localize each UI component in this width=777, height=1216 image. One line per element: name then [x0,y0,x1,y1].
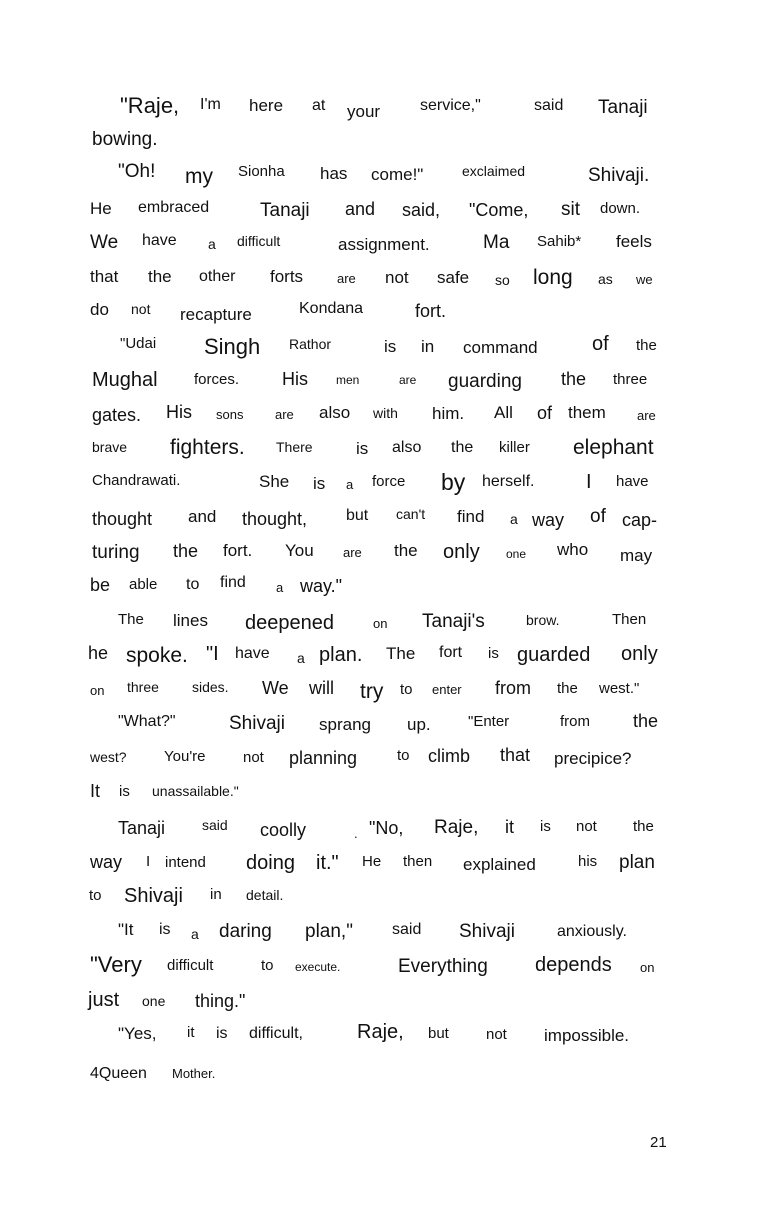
word: Mughal [92,369,158,391]
word: Tanaji [118,818,166,838]
word: assignment. [338,235,430,254]
text-line [0,573,777,609]
word: Raje, [357,1021,404,1043]
word: of [537,403,553,423]
word: difficult [237,233,281,249]
word: on [373,616,388,631]
word: him. [432,404,465,423]
word: to [89,887,102,904]
word: Tanaji's [422,611,485,632]
word: find [457,507,485,526]
text-line [0,469,777,505]
word: All [494,403,513,422]
word: fort. [223,541,253,560]
word: not [576,818,597,835]
word: turing [92,542,140,563]
word: a [510,511,518,527]
word: depends [535,954,612,976]
text-line [0,953,777,989]
word: on [640,960,655,975]
word: elephant [573,436,654,459]
text-line [0,1021,777,1057]
word: Everything [398,956,488,977]
text-line [0,642,777,678]
text-line [0,435,777,471]
word: the [173,541,199,561]
word: are [637,408,656,423]
word: the [633,818,654,835]
text-line [0,849,777,885]
word: my [185,165,213,188]
word: There [276,439,313,455]
word: one [506,547,527,561]
word: Rathor [289,336,332,352]
word: brow. [526,612,560,628]
word: service," [420,97,481,114]
text-line [0,676,777,712]
word: just [88,989,120,1011]
word: enter [432,682,462,697]
word: forts [270,267,304,286]
word: that [500,745,531,765]
word: is [119,783,130,800]
text-line [0,367,777,403]
word: "Udai [120,335,157,352]
word: to [261,957,274,974]
text-line [0,883,777,919]
word: guarding [448,371,522,392]
text-line [0,539,777,575]
word: a [297,650,305,666]
text-line [0,197,777,233]
word: spoke. [126,644,188,667]
word: from [495,678,531,698]
word: not [486,1026,507,1043]
word: only [443,541,480,563]
word: but [428,1025,449,1042]
text-line [0,988,777,1024]
word: Shivaji. [588,165,650,186]
word: the [561,369,587,389]
word: recapture [180,305,252,324]
footnote-word: Mother. [172,1066,216,1081]
text-line [0,918,777,954]
word: find [220,574,246,591]
word: is [216,1025,228,1042]
word: daring [219,921,272,942]
word: climb [428,746,471,766]
word: unassailable." [152,783,239,799]
word: it [505,817,514,837]
word: them [568,403,606,422]
word: His [282,369,308,389]
word: I [146,853,151,870]
word: The [386,644,416,663]
word: "Yes, [118,1024,157,1043]
word: difficult [167,957,214,974]
word: may [620,546,653,565]
word: on [90,683,105,698]
word: thing." [195,991,246,1011]
word: You [285,541,314,560]
text-line [0,608,777,644]
word: plan," [305,921,353,942]
word: guarded [517,644,591,666]
word: and [345,199,376,219]
word: are [337,271,356,286]
word: a [208,236,216,252]
word: You're [164,748,206,765]
word: sprang [319,715,371,734]
text-line [0,265,777,301]
word: is [488,645,499,662]
word: a [276,580,284,595]
word: Then [612,611,647,628]
word: sit [561,199,580,220]
word: come!" [371,165,424,184]
word: sons [216,407,244,422]
text-line [0,162,777,198]
word: fort [439,644,463,661]
word: one [142,993,166,1009]
word: other [199,268,236,285]
word: said [392,921,422,938]
text-line [0,401,777,437]
word: the [394,541,418,560]
word: bowing. [92,129,158,150]
word: up. [407,715,431,734]
word: forces. [194,371,240,388]
word: explained [463,855,536,874]
word: "Raje, [120,93,180,118]
word: is [356,439,369,458]
word: so [495,272,510,288]
word: Chandrawati. [92,472,181,489]
word: in [210,886,222,903]
word: that [90,267,119,286]
word: I'm [200,96,221,113]
word: the [633,711,659,731]
word: We [262,678,289,698]
text-line [0,710,777,746]
word: "Come, [469,200,529,220]
word: with [373,405,398,421]
word: three [127,679,159,695]
word: said, [402,200,441,220]
word: here [249,96,284,115]
word: feels [616,232,652,251]
word: we [636,272,653,287]
word: is [159,921,171,938]
word: command [463,338,538,357]
word: anxiously. [557,923,627,940]
word: Raje, [434,817,479,838]
word: has [320,164,348,183]
text-line [0,130,777,166]
word: in [421,337,435,356]
word: the [557,680,578,697]
word: It [90,781,101,801]
word: exclaimed [462,163,526,179]
word: "Very [90,952,142,977]
word: west." [599,680,640,697]
word: gates. [92,405,142,425]
text-line [0,779,777,815]
word: planning [289,748,358,768]
word: "Oh! [118,161,156,182]
footnote-word: 4Queen [90,1065,147,1082]
word: not [243,749,264,766]
word: lines [173,611,208,630]
text-line [0,93,777,129]
word: killer [499,439,530,456]
word: intend [165,854,206,871]
word: way [90,852,123,872]
word: Sahib* [537,233,582,250]
word: only [621,643,658,665]
word: men [336,373,360,387]
word: from [560,713,590,730]
word: three [613,371,648,388]
word: will [309,678,334,698]
word: to [400,681,413,698]
word: long [533,266,573,289]
word: who [557,540,589,559]
word: thought, [242,509,308,529]
word: execute. [295,960,341,974]
word: able [129,576,158,593]
word: a [346,477,354,492]
word: The [118,611,144,628]
word: are [343,545,362,560]
word: but [346,507,369,524]
word: force [372,473,406,490]
word: "What?" [118,713,176,730]
word: of [592,333,609,355]
word: also [392,439,422,456]
word: thought [92,509,153,529]
word: at [312,97,326,114]
word: not [385,268,409,287]
word: west? [90,749,127,765]
word: said [202,817,228,833]
word: He [90,199,112,218]
word: Shivaji [459,921,515,942]
word: not [131,301,151,317]
word: of [590,506,606,527]
word: plan [619,852,655,873]
word: doing [246,852,295,874]
word: can't [396,506,426,522]
word: "I [206,643,219,665]
word: coolly [260,820,307,840]
page-number: 21 [650,1134,667,1151]
word: Tanaji [260,200,310,221]
word: and [188,507,217,526]
word: is [313,474,326,493]
word: also [319,403,351,422]
word: be [90,575,111,595]
word: then [403,853,433,870]
word: said [534,97,564,114]
word: try [360,680,384,703]
word: the [636,337,657,354]
word: I [586,471,592,493]
word: Singh [204,334,261,359]
word: he [88,643,109,663]
word: Sionha [238,163,285,180]
word: brave [92,439,128,455]
word: He [362,853,382,870]
word: detail. [246,887,284,903]
word: Shivaji [124,885,183,907]
word: way." [300,576,343,596]
word: plan. [319,644,363,666]
word: down. [600,200,641,217]
word: way [532,510,565,530]
word: the [148,267,172,286]
word: sides. [192,679,229,695]
word: have [142,232,177,249]
word: embraced [138,199,210,216]
word: as [598,271,613,287]
word: precipice? [554,749,632,768]
word: your [347,102,381,121]
word: his [578,853,598,870]
text-line [0,814,777,850]
text-line [0,505,777,541]
word: is [540,818,551,835]
word: fort. [415,301,447,321]
word: it [187,1024,195,1041]
word: the [451,439,474,456]
word: She [259,472,290,491]
word: do [90,300,109,319]
word: We [90,232,119,253]
word: by [441,469,466,495]
word: His [166,402,192,422]
word: it." [316,852,339,874]
word: is [384,337,397,356]
word: impossible. [544,1026,630,1045]
word: safe [437,268,470,287]
text-line [0,745,777,781]
word: are [399,373,417,387]
word: a [191,926,199,942]
word: to [397,747,410,764]
word: . [354,826,358,841]
word: herself. [482,473,535,490]
text-line [0,333,777,369]
word: Kondana [299,300,364,317]
word: fighters. [170,436,245,459]
word: difficult, [249,1025,303,1042]
word: "No, [369,818,404,838]
word: "It [118,920,134,939]
text-line [0,230,777,266]
text-line [0,298,777,334]
word: are [275,407,294,422]
word: Shivaji [229,713,285,734]
word: deepened [245,612,334,634]
word: have [235,645,270,662]
word: Tanaji [598,97,648,118]
word: to [186,576,200,593]
word: Ma [483,232,510,253]
word: "Enter [468,713,510,730]
word: cap- [622,510,658,530]
word: have [616,473,649,490]
